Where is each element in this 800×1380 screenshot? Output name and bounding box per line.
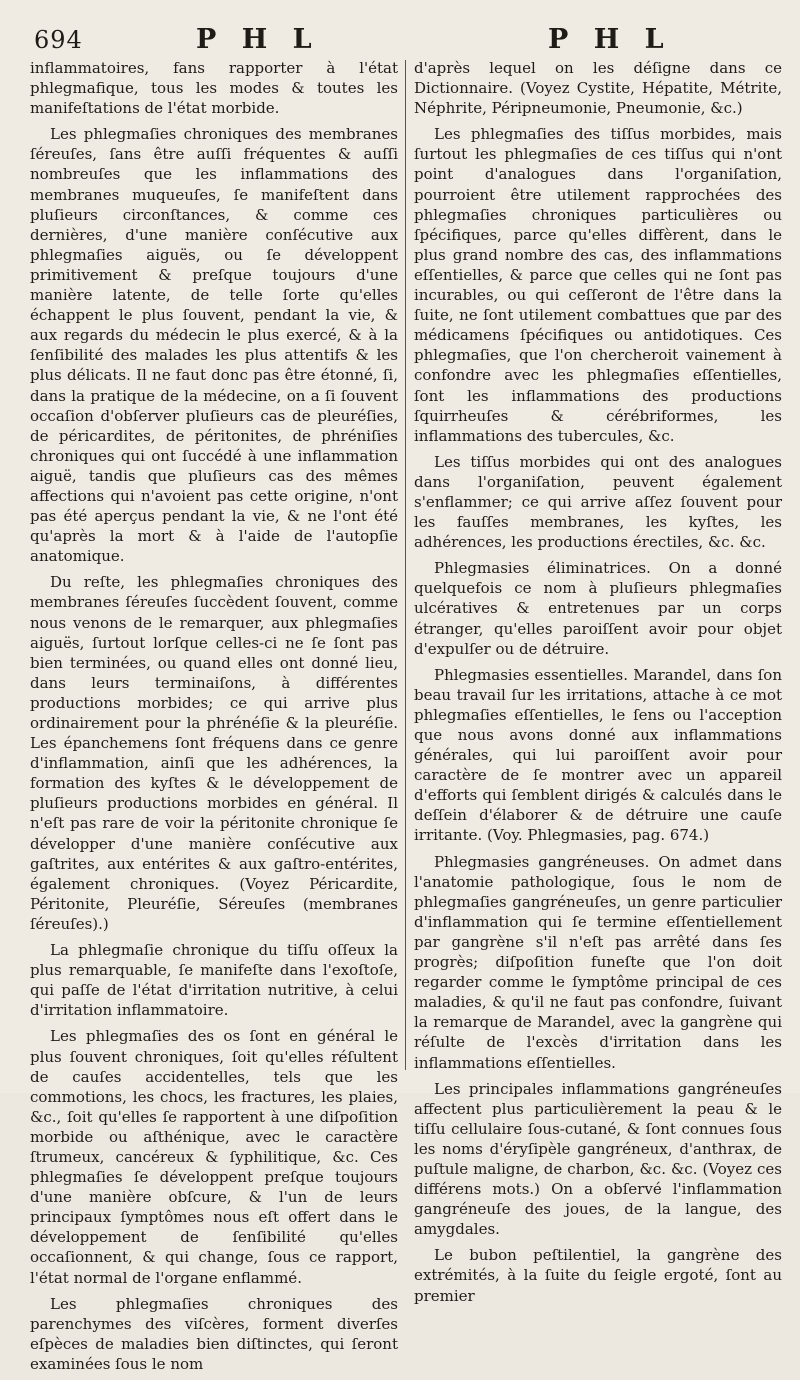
left-column [30, 58, 398, 1380]
right-column [414, 58, 782, 1312]
paragraph: Le bubon peſtilentiel, la gangrène des extrémités, à la ſuite du ſeigle ergoté, ſont au premier [414, 1246, 782, 1305]
left-running-head: P H L [196, 24, 320, 55]
paragraph: Phlegmasies gangréneuses. On admet dans l'anatomie pathologique, ſous le nom de phlegmaſies gangréneuſes, un genre particulier d'inflammation qui ſe termine eſſentiellement par gangrène s'il n'eſt pas arrêté dans ſes progrès; diſpoſition funeſte que l'on doit regarder comme le ſymptôme principal de ces maladies, & qu'il ne faut pas confondre, ſuivant la remarque de Marandel, avec la gangrène qui réſulte de l'excès d'irritation dans les inflammations eſſentielles. [414, 852, 782, 1072]
paragraph: Les phlegmaſies des os ſont en général le plus ſouvent chroniques, ſoit qu'elles réſultent de cauſes accidentelles, tels que les commotions, les chocs, les fractures, les plaies, &c., ſoit qu'elles ſe rapportent à une diſpoſition morbide ou aſthénique, avec le caractère ſtrumeux, cancéreux & ſyphilitique, &c. Ces phlegmaſies ſe développent preſque toujours d'une manière obſcure, & l'un de leurs principaux ſymptômes nous eſt offert dans le développement de ſenſibilité qu'elles occaſionnent, & qui change, ſous ce rapport, l'état normal de l'organe enflammé. [30, 1027, 398, 1287]
right-running-head: P H L [548, 24, 672, 55]
running-head [0, 20, 800, 60]
paragraph: Du reſte, les phlegmaſies chroniques des membranes ſéreuſes ſuccèdent ſouvent, comme nous venons de le remarquer, aux phlegmaſies aiguës, ſurtout lorſque celles-ci ne ſe ſont pas bien terminées, ou quand elles ont donné lieu, dans leurs terminaiſons, à différentes productions morbides; ce qui arrive plus ordinairement pour la phrénéſie & la pleuréſie. Les épanchemens ſont fréquens dans ce genre d'inflammation, ainſi que les adhérences, la formation des kyſtes & le développement de pluſieurs productions morbides en général. Il n'eſt pas rare de voir la péritonite chronique ſe développer d'une manière conſécutive aux gaſtrites, aux entérites & aux gaſtro-entérites, également chroniques. (Voyez Péricardite, Péritonite, Pleuréſie, Séreuſes (membranes ſéreuſes).) [30, 573, 398, 933]
paragraph: Les phlegmaſies chroniques des membranes ſéreuſes, ſans être auſſi fréquentes & auſſi nombreuſes que les inflammations des membranes muqueuſes, ſe manifeſtent dans pluſieurs circonſtances, & comme ces dernières, d'une manière conſécutive aux phlegmaſies aiguës, ou ſe développent primitivement & preſque toujours d'une manière latente, de telle ſorte qu'elles échappent le plus ſouvent, pendant la vie, & aux regards du médecin le plus exercé, & à la ſenſibilité des malades les plus attentifs & les plus délicats. Il ne faut donc pas être étonné, ſi, dans la pratique de la médecine, on a ſi ſouvent occaſion d'obſerver pluſieurs cas de pleuréſies, de péricardites, de péritonites, de phréniſies chroniques qui ont ſuccédé à une inflammation aiguë, tandis que pluſieurs cas des mêmes affections qui n'avoient pas cette origine, n'ont pas été aperçus pendant la vie, & ne l'ont été qu'après la mort & à l'aide de l'autopſie anatomique. [30, 125, 398, 566]
column-divider [405, 60, 406, 1070]
paragraph: Les tiſſus morbides qui ont des analogues dans l'organiſation, peuvent également s'enflammer; ce qui arrive aſſez ſouvent pour les fauſſes membranes, les kyſtes, les adhérences, les productions érectiles, &c. &c. [414, 452, 782, 552]
paragraph: inflammatoires, fans rapporter à l'état phlegmafique, tous les modes & toutes les manifeſtations de l'état morbide. [30, 59, 398, 118]
paragraph: Les principales inflammations gangréneuſes affectent plus particulièrement la peau & le tiſſu cellulaire ſous-cutané, & ſont connues ſous les noms d'éryſipèle gangréneux, d'anthrax, de puſtule maligne, de charbon, &c. &c. (Voyez ces différens mots.) On a obſervé l'inflammation gangréneuſe des joues, de la langue, des amygdales. [414, 1079, 782, 1239]
page-number: 694 [34, 26, 83, 54]
paragraph: Phlegmasies essentielles. Marandel, dans ſon beau travail ſur les irritations, attache à ce mot phlegmaſies eſſentielles, le ſens ou l'acception que nous avons donné aux inflammations générales, qui lui paroiſſent avoir pour caractère de ſe montrer avec un appareil d'efforts qui ſemblent dirigés & calculés dans le deſſein d'élaborer & de détruire une cauſe irritante. (Voy. Phlegmasies, pag. 674.) [414, 665, 782, 845]
paragraph: d'après lequel on les déſigne dans ce Dictionnaire. (Voyez Cystite, Hépatite, Métrite, Néphrite, Péripneumonie, Pneumonie, &c.) [414, 59, 782, 118]
paragraph: Les phlegmaſies chroniques des parenchymes des viſcères, forment diverſes eſpèces de maladies bien diſtinctes, qui ſeront examinées ſous le nom [30, 1294, 398, 1373]
paragraph: Phlegmasies éliminatrices. On a donné quelquefois ce nom à pluſieurs phlegmaſies ulcératives & entretenues par un corps étranger, qu'elles paroiſſent avoir pour objet d'expulſer ou de détruire. [414, 559, 782, 658]
paragraph: La phlegmaſie chronique du tiſſu oſſeux la plus remarquable, ſe manifeſte dans l'exoſtoſe, qui paſſe de l'état d'irritation nutritive, à celui d'irritation inflammatoire. [30, 941, 398, 1020]
paragraph: Les phlegmaſies des tiſſus morbides, mais ſurtout les phlegmaſies de ces tiſſus qui n'ont point d'analogues dans l'organiſation, pourroient être utilement rapprochées des phlegmaſies chroniques particulières ou ſpécifiques, parce qu'elles diffèrent, dans le plus grand nombre des cas, des inflammations eſſentielles, & parce que celles qui ne ſont pas incurables, ou qui ceſſeront de l'être dans la ſuite, ne ſont utilement combattues que par des médicamens ſpécifiques ou antidotiques. Ces phlegmaſies, que l'on chercheroit vainement à confondre avec les phlegmaſies eſſentielles, ſont les inflammations des productions ſquirrheuſes & cérébriformes, les inflammations des tubercules, &c. [414, 125, 782, 445]
